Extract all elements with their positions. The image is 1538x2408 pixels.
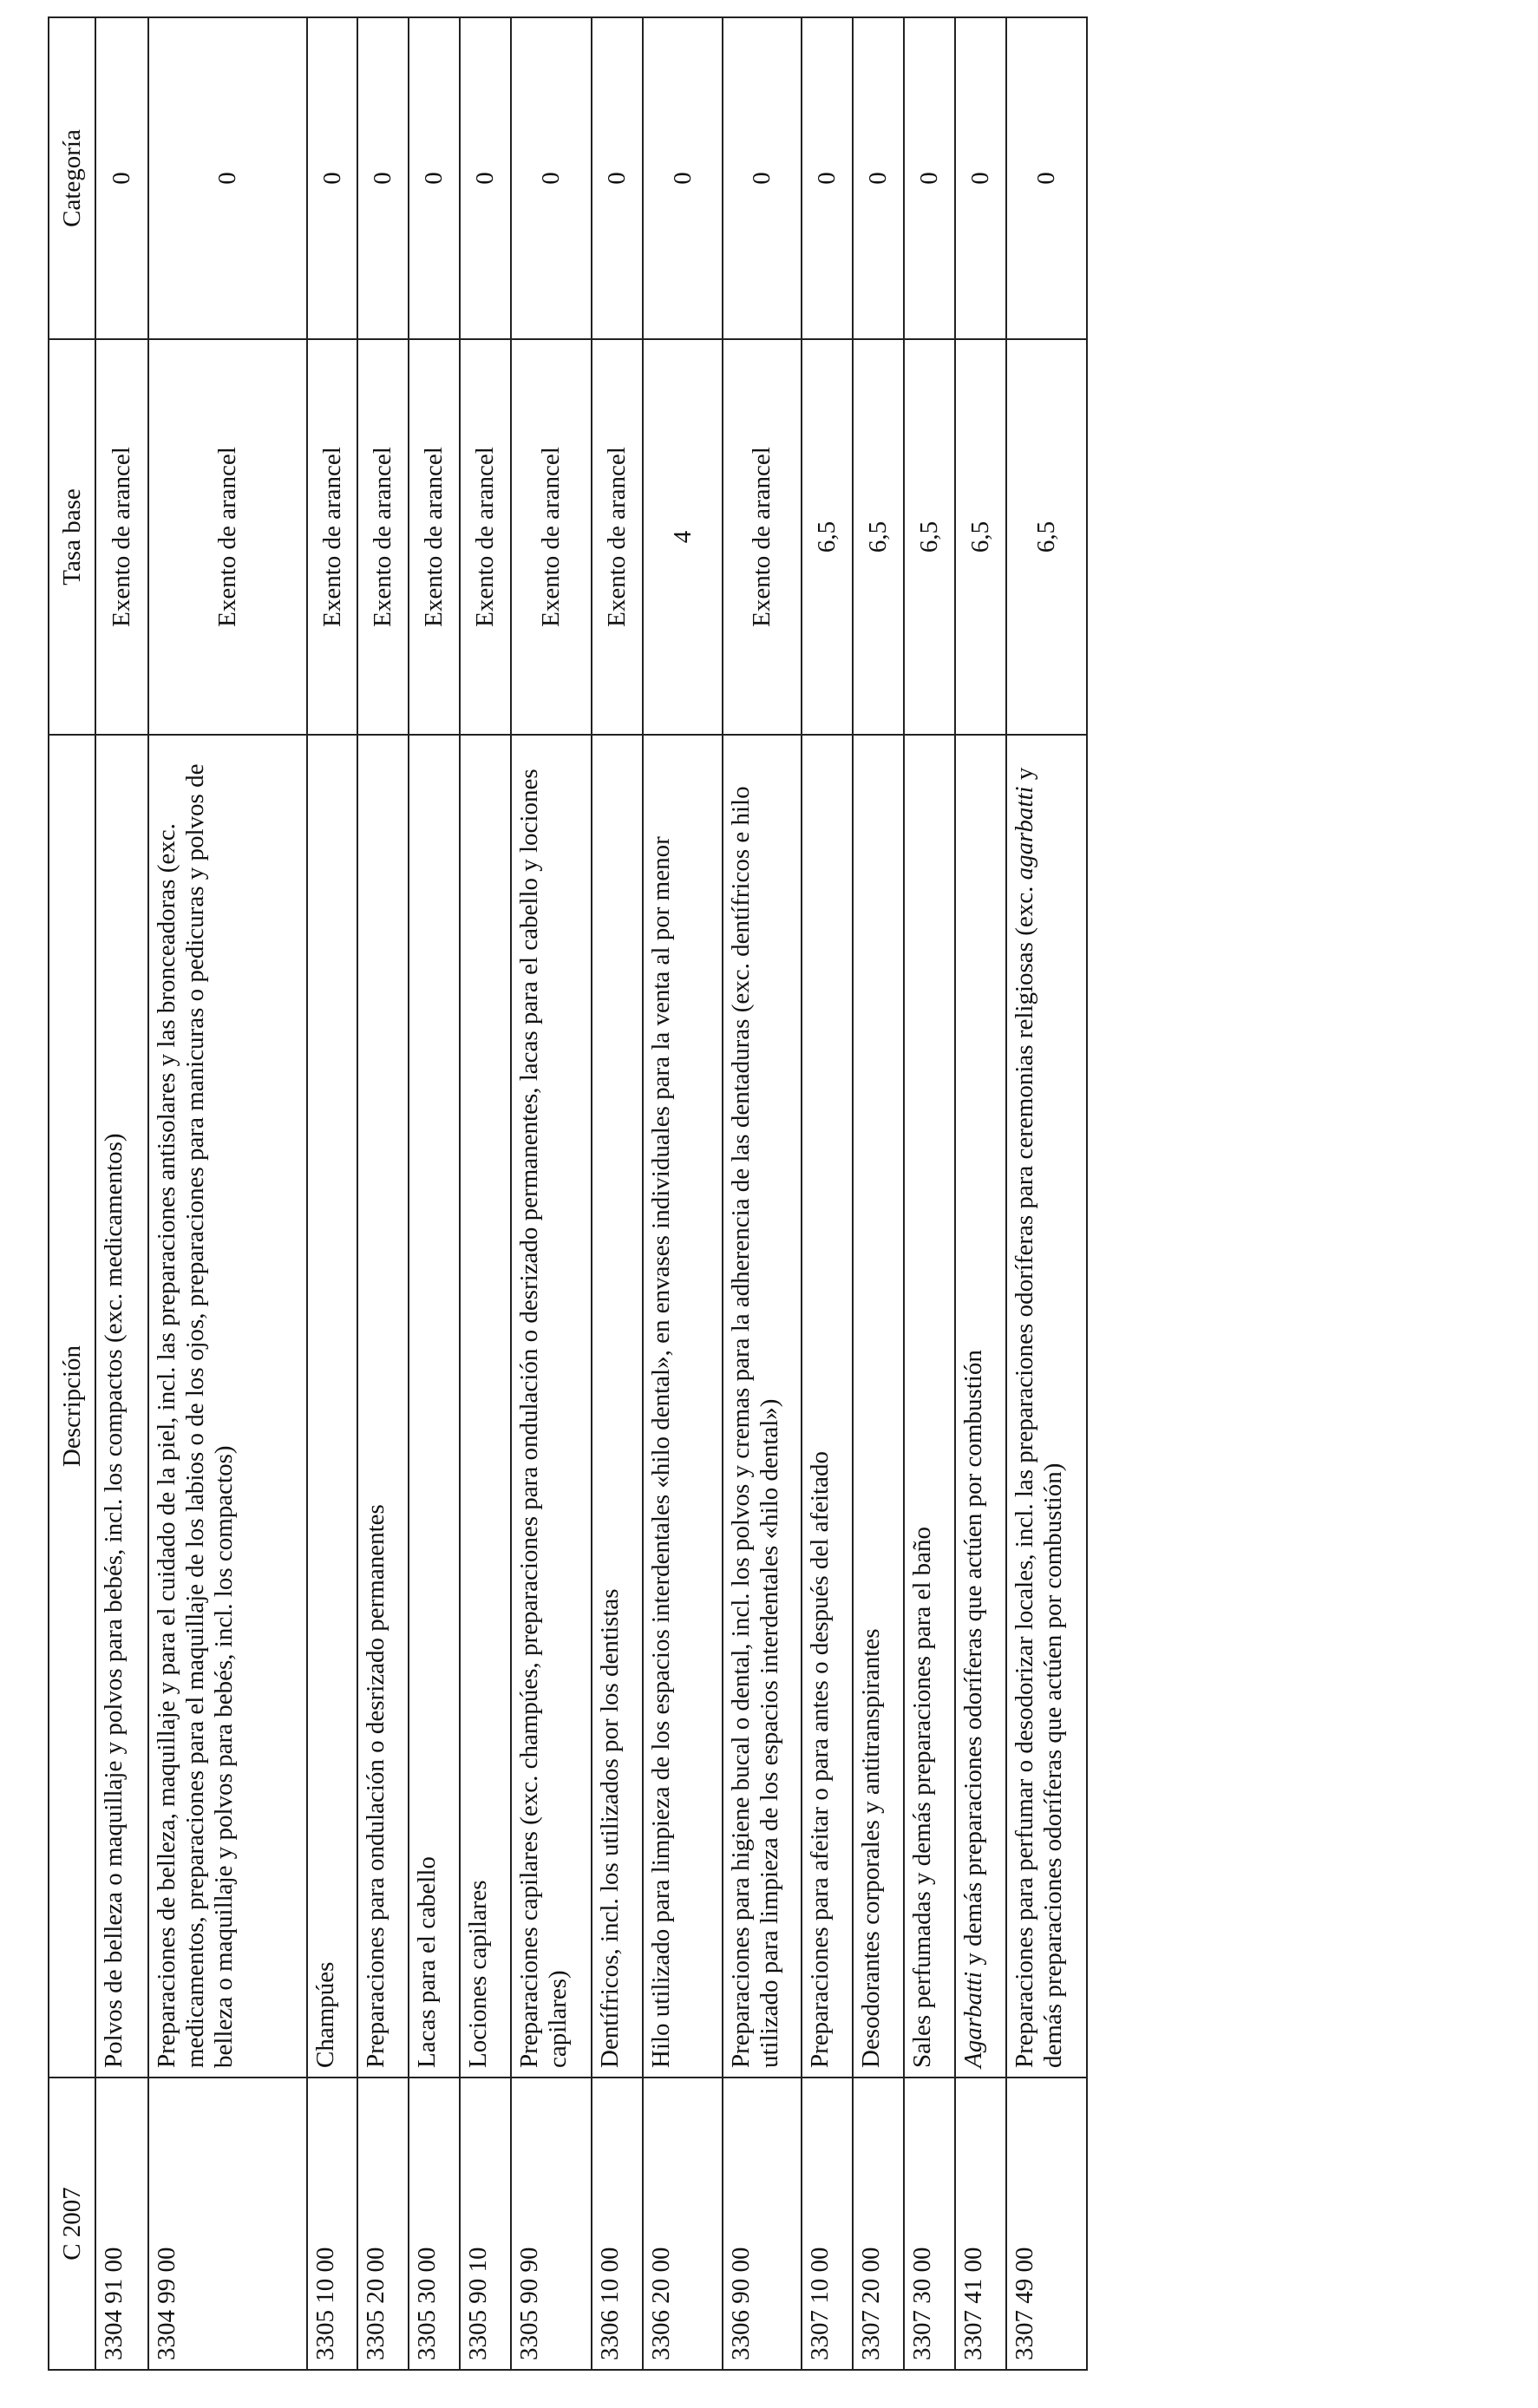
cell-category: 0 (357, 17, 409, 339)
cell-description: Polvos de belleza o maquillaje y polvos para bebés, incl. los compactos (exc. medicamentos) (95, 735, 148, 2078)
cell-category: 0 (307, 17, 358, 339)
cell-base-rate: Exento de arancel (307, 339, 358, 735)
cell-description (955, 735, 1006, 2078)
table-row (955, 17, 1006, 2370)
header-category: Categoría (49, 17, 95, 339)
table-row (802, 17, 853, 2370)
cell-base-rate: Exento de arancel (592, 339, 643, 735)
table-row (307, 17, 358, 2370)
cell-category: 0 (802, 17, 853, 339)
cell-category: 0 (592, 17, 643, 339)
cell-code: 3304 91 00 (95, 2078, 148, 2370)
italic-term: Agarbatti (959, 1971, 987, 2068)
table-row (1006, 17, 1087, 2370)
table-row (148, 17, 307, 2370)
cell-description: Sales perfumadas y demás preparaciones para el baño (904, 735, 955, 2078)
table-row (409, 17, 460, 2370)
table-row (95, 17, 148, 2370)
cell-code: 3305 90 90 (511, 2078, 592, 2370)
cell-category: 0 (955, 17, 1006, 339)
cell-description: Lociones capilares (460, 735, 511, 2078)
cell-category: 0 (148, 17, 307, 339)
cell-description: Preparaciones para afeitar o para antes o después del afeitado (802, 735, 853, 2078)
cell-description: Champúes (307, 735, 358, 2078)
cell-description: Desodorantes corporales y antitranspirantes (853, 735, 904, 2078)
cell-base-rate: Exento de arancel (723, 339, 802, 735)
rotated-table-wrapper (48, 18, 1088, 2371)
cell-description: Hilo utilizado para limpieza de los espacios interdentales «hilo dental», en envases individuales para la venta al por menor (643, 735, 722, 2078)
cell-code: 3307 41 00 (955, 2078, 1006, 2370)
cell-description: Preparaciones para ondulación o desrizado permanentes (357, 735, 409, 2078)
cell-category: 0 (409, 17, 460, 339)
cell-code: 3305 10 00 (307, 2078, 358, 2370)
cell-code: 3304 99 00 (148, 2078, 307, 2370)
header-base-rate: Tasa base (49, 339, 95, 735)
cell-code: 3305 90 10 (460, 2078, 511, 2370)
cell-description: Preparaciones de belleza, maquillaje y para el cuidado de la piel, incl. las preparaciones antisolares y las bronceadoras (exc. medicamentos, preparaciones para el maquillaje de los labios o de los ojos, preparaciones para manicuras o pedicuras y polvos de belleza o maquillaje y polvos para bebés, incl. los compactos) (148, 735, 307, 2078)
cell-category: 0 (95, 17, 148, 339)
header-code: C 2007 (49, 2078, 95, 2370)
cell-base-rate: Exento de arancel (511, 339, 592, 735)
cell-category: 0 (511, 17, 592, 339)
cell-code: 3306 20 00 (643, 2078, 722, 2370)
cell-description (1006, 735, 1087, 2078)
cell-code: 3307 30 00 (904, 2078, 955, 2370)
table-row (511, 17, 592, 2370)
cell-category: 0 (904, 17, 955, 339)
cell-code: 3306 10 00 (592, 2078, 643, 2370)
italic-term: agarbatti (1010, 786, 1038, 880)
table-header-row (49, 17, 95, 2370)
cell-code: 3305 20 00 (357, 2078, 409, 2370)
table-row (357, 17, 409, 2370)
cell-category: 0 (723, 17, 802, 339)
description-text: Preparaciones para perfumar o desodorizar locales, incl. las preparaciones odoríferas para ceremonias religiosas (exc. (1010, 880, 1038, 2068)
table-row (592, 17, 643, 2370)
cell-code: 3307 10 00 (802, 2078, 853, 2370)
cell-base-rate: 6,5 (904, 339, 955, 735)
cell-description: Preparaciones capilares (exc. champúes, preparaciones para ondulación o desrizado permanentes, lacas para el cabello y lociones capilares) (511, 735, 592, 2078)
header-description: Descripción (49, 735, 95, 2078)
cell-code: 3307 20 00 (853, 2078, 904, 2370)
cell-code: 3306 90 00 (723, 2078, 802, 2370)
cell-base-rate: 6,5 (802, 339, 853, 735)
cell-category: 0 (1006, 17, 1087, 339)
cell-base-rate: 6,5 (955, 339, 1006, 735)
cell-base-rate: 6,5 (853, 339, 904, 735)
cell-base-rate: 6,5 (1006, 339, 1087, 735)
cell-category: 0 (853, 17, 904, 339)
cell-code: 3307 49 00 (1006, 2078, 1087, 2370)
table-row (460, 17, 511, 2370)
cell-base-rate: 4 (643, 339, 722, 735)
table-row (643, 17, 722, 2370)
cell-description: Lacas para el cabello (409, 735, 460, 2078)
cell-description: Preparaciones para higiene bucal o dental, incl. los polvos y cremas para la adherencia de las dentaduras (exc. dentífricos e hilo utilizado para limpieza de los espacios interdentales «hilo dental») (723, 735, 802, 2078)
cell-base-rate: Exento de arancel (460, 339, 511, 735)
cell-base-rate: Exento de arancel (148, 339, 307, 735)
cell-base-rate: Exento de arancel (409, 339, 460, 735)
table-row (853, 17, 904, 2370)
cell-category: 0 (643, 17, 722, 339)
cell-base-rate: Exento de arancel (95, 339, 148, 735)
tariff-table (48, 16, 1088, 2371)
cell-base-rate: Exento de arancel (357, 339, 409, 735)
cell-code: 3305 30 00 (409, 2078, 460, 2370)
description-text: y demás preparaciones odoríferas que actúen por combustión) (1010, 767, 1067, 2068)
cell-category: 0 (460, 17, 511, 339)
table-row (723, 17, 802, 2370)
table-row (904, 17, 955, 2370)
description-text: y demás preparaciones odoríferas que actúen por combustión (959, 1350, 987, 1972)
cell-description: Dentífricos, incl. los utilizados por los dentistas (592, 735, 643, 2078)
